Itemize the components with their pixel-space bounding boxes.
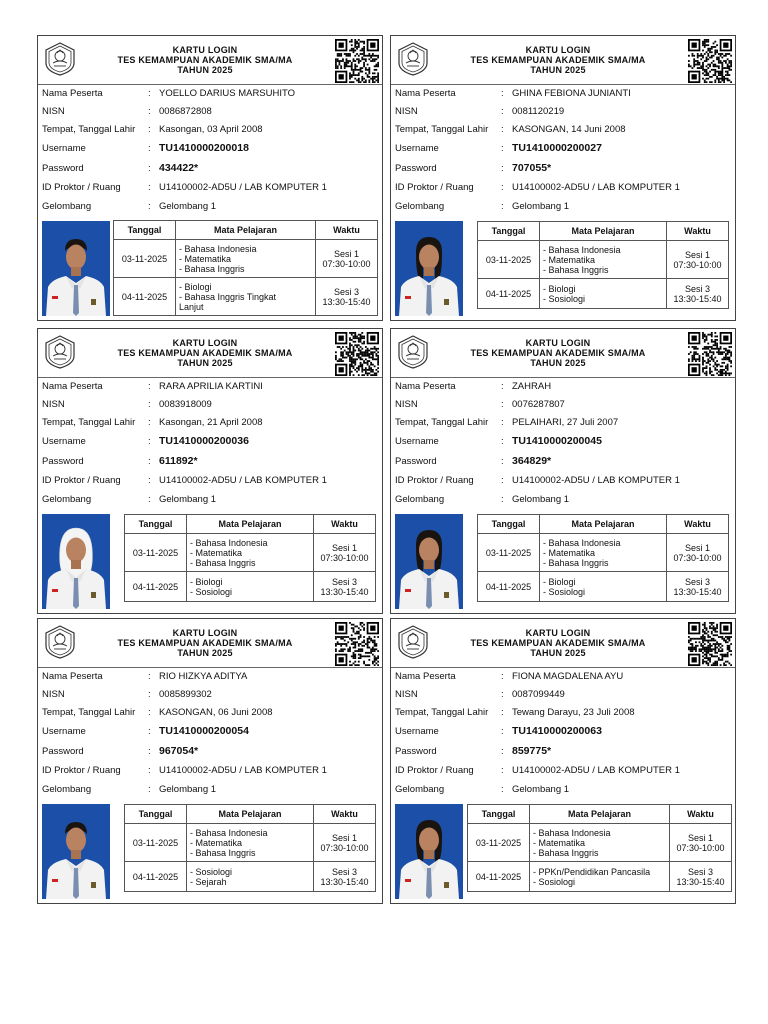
table-row <box>125 534 376 572</box>
participant-photo <box>42 221 110 316</box>
time-range: 07:30-10:00 <box>676 842 725 853</box>
birth-place-date-label: Tempat, Tanggal Lahir <box>42 417 136 428</box>
column-header-time: Waktu <box>670 805 732 824</box>
username-value: TU1410000200045 <box>512 435 602 447</box>
time-range: 13:30-15:40 <box>322 296 371 307</box>
username-label: Username <box>395 143 439 154</box>
time-range: 07:30-10:00 <box>322 258 371 269</box>
subject-list <box>187 534 314 572</box>
table-row <box>468 862 732 892</box>
password-value: 707055* <box>512 162 552 174</box>
wave-value: Gelombang 1 <box>159 494 217 505</box>
field-separator: : <box>501 399 504 410</box>
wave-label: Gelombang <box>42 784 92 795</box>
field-separator: : <box>148 399 151 410</box>
nisn-label: NISN <box>42 106 65 117</box>
table-row <box>125 862 376 892</box>
table-row <box>114 278 378 316</box>
subject-item: - Sosiologi <box>533 876 576 887</box>
login-card <box>37 618 383 904</box>
card-title: KARTU LOGIN TES KEMAMPUAN AKADEMIK SMA/MA TAHUN 2025 <box>470 338 646 368</box>
subject-list <box>530 824 670 862</box>
password-value: 434422* <box>159 162 199 174</box>
tut-wuri-logo-icon <box>42 334 78 370</box>
card-title: KARTU LOGIN TES KEMAMPUAN AKADEMIK SMA/MA TAHUN 2025 <box>470 45 646 75</box>
field-separator: : <box>148 201 151 212</box>
field-separator: : <box>501 106 504 117</box>
subject-item: - Sosiologi <box>190 866 233 877</box>
password-label: Password <box>395 163 437 174</box>
subject-item: - Bahasa Indonesia <box>190 537 268 548</box>
card-header <box>391 619 735 668</box>
subject-list <box>176 278 316 316</box>
participant-name-label: Nama Peserta <box>42 671 103 682</box>
exam-date: 04-11-2025 <box>478 572 540 602</box>
tut-wuri-logo-icon <box>395 41 431 77</box>
column-header-subject: Mata Pelajaran <box>540 515 667 534</box>
subject-item: - Bahasa Indonesia <box>543 537 621 548</box>
card-header <box>38 619 382 668</box>
table-row <box>478 241 729 279</box>
participant-name-label: Nama Peserta <box>395 381 456 392</box>
participant-name-label: Nama Peserta <box>42 381 103 392</box>
subject-item: - Bahasa Indonesia <box>179 243 257 254</box>
schedule-header-row <box>125 805 376 824</box>
time-range: 13:30-15:40 <box>676 876 725 887</box>
field-separator: : <box>148 106 151 117</box>
subject-item: - Bahasa Inggris <box>543 264 609 275</box>
nisn-value: 0083918009 <box>159 399 212 410</box>
column-header-time: Waktu <box>314 515 376 534</box>
wave-value: Gelombang 1 <box>512 494 570 505</box>
subject-item: - Sejarah <box>190 876 227 887</box>
subject-item: - Biologi <box>543 283 576 294</box>
wave-label: Gelombang <box>42 494 92 505</box>
nisn-value: 0086872808 <box>159 106 212 117</box>
birth-place-date-label: Tempat, Tanggal Lahir <box>42 124 136 135</box>
subject-item: - Sosiologi <box>190 586 233 597</box>
password-label: Password <box>42 163 84 174</box>
time-range: 13:30-15:40 <box>673 586 722 597</box>
subject-list <box>540 534 667 572</box>
password-label: Password <box>42 746 84 757</box>
birth-place-date-value: Tewang Darayu, 23 Juli 2008 <box>512 707 635 718</box>
card-header <box>38 329 382 378</box>
schedule-header-row <box>478 222 729 241</box>
time-range: 07:30-10:00 <box>673 259 722 270</box>
username-value: TU1410000200018 <box>159 142 249 154</box>
login-card <box>37 328 383 614</box>
nisn-value: 0076287807 <box>512 399 565 410</box>
nisn-label: NISN <box>42 689 65 700</box>
subject-item: - Bahasa Inggris <box>543 557 609 568</box>
subject-item: - Matematika <box>543 254 596 265</box>
participant-photo <box>42 804 110 899</box>
time-range: 13:30-15:40 <box>673 293 722 304</box>
session-label: Sesi 3 <box>687 866 713 877</box>
schedule-header-row <box>125 515 376 534</box>
subject-item: - Matematika <box>190 837 243 848</box>
participant-photo <box>395 221 463 316</box>
username-label: Username <box>42 726 86 737</box>
subject-item: Lanjut <box>179 301 204 312</box>
nisn-value: 0081120219 <box>512 106 565 117</box>
table-row <box>125 824 376 862</box>
field-separator: : <box>148 689 151 700</box>
field-separator: : <box>148 475 151 486</box>
session-time <box>667 572 729 602</box>
field-separator: : <box>501 417 504 428</box>
exam-date: 03-11-2025 <box>468 824 530 862</box>
field-separator: : <box>501 475 504 486</box>
field-separator: : <box>501 726 504 737</box>
login-card <box>390 35 736 321</box>
exam-date: 03-11-2025 <box>478 241 540 279</box>
field-separator: : <box>148 124 151 135</box>
subject-item: - Biologi <box>179 281 212 292</box>
field-separator: : <box>501 765 504 776</box>
proctor-room-value: U14100002-AD5U / LAB KOMPUTER 1 <box>512 475 680 486</box>
column-header-time: Waktu <box>316 221 378 240</box>
session-label: Sesi 1 <box>333 248 359 259</box>
column-header-time: Waktu <box>667 222 729 241</box>
schedule-table <box>467 804 732 892</box>
participant-photo <box>395 804 463 899</box>
session-label: Sesi 1 <box>687 832 713 843</box>
birth-place-date-label: Tempat, Tanggal Lahir <box>395 417 489 428</box>
proctor-room-value: U14100002-AD5U / LAB KOMPUTER 1 <box>159 182 327 193</box>
wave-label: Gelombang <box>42 201 92 212</box>
field-separator: : <box>148 182 151 193</box>
session-label: Sesi 3 <box>331 576 357 587</box>
session-time <box>670 862 732 892</box>
card-title: KARTU LOGIN TES KEMAMPUAN AKADEMIK SMA/MA TAHUN 2025 <box>117 45 293 75</box>
proctor-room-label: ID Proktor / Ruang <box>395 182 474 193</box>
subject-item: - Biologi <box>543 576 576 587</box>
password-value: 611892* <box>159 455 198 467</box>
subject-item: - Biologi <box>190 576 223 587</box>
subject-list <box>187 572 314 602</box>
qr-code-icon <box>335 39 379 83</box>
participant-photo <box>42 514 110 609</box>
subject-item: - PPKn/Pendidikan Pancasila <box>533 866 651 877</box>
birth-place-date-value: KASONGAN, 06 Juni 2008 <box>159 707 273 718</box>
password-label: Password <box>395 456 437 467</box>
field-separator: : <box>501 143 504 154</box>
birth-place-date-value: PELAIHARI, 27 Juli 2007 <box>512 417 619 428</box>
nisn-label: NISN <box>395 399 418 410</box>
birth-place-date-label: Tempat, Tanggal Lahir <box>42 707 136 718</box>
field-separator: : <box>501 784 504 795</box>
qr-code-icon <box>688 622 732 666</box>
exam-date: 04-11-2025 <box>478 279 540 309</box>
proctor-room-value: U14100002-AD5U / LAB KOMPUTER 1 <box>159 765 327 776</box>
field-separator: : <box>501 746 504 757</box>
schedule-header-row <box>478 515 729 534</box>
field-separator: : <box>148 456 151 467</box>
subject-item: - Bahasa Indonesia <box>533 827 611 838</box>
participant-name-label: Nama Peserta <box>42 88 103 99</box>
session-time <box>667 534 729 572</box>
username-value: TU1410000200054 <box>159 725 249 737</box>
column-header-date: Tanggal <box>478 222 540 241</box>
table-row <box>125 572 376 602</box>
field-separator: : <box>148 143 151 154</box>
wave-value: Gelombang 1 <box>512 201 570 212</box>
subject-item: - Matematika <box>179 253 232 264</box>
field-separator: : <box>501 436 504 447</box>
session-label: Sesi 1 <box>331 832 357 843</box>
session-time <box>314 572 376 602</box>
proctor-room-value: U14100002-AD5U / LAB KOMPUTER 1 <box>512 182 680 193</box>
session-time <box>314 862 376 892</box>
proctor-room-label: ID Proktor / Ruang <box>42 765 121 776</box>
subject-list <box>540 279 667 309</box>
card-title: KARTU LOGIN TES KEMAMPUAN AKADEMIK SMA/MA TAHUN 2025 <box>470 628 646 658</box>
time-range: 07:30-10:00 <box>320 552 369 563</box>
subject-item: - Bahasa Inggris <box>190 847 256 858</box>
exam-date: 04-11-2025 <box>125 862 187 892</box>
field-separator: : <box>501 689 504 700</box>
participant-name-value: FIONA MAGDALENA AYU <box>512 671 624 682</box>
field-separator: : <box>501 707 504 718</box>
login-card <box>390 328 736 614</box>
wave-label: Gelombang <box>395 784 445 795</box>
proctor-room-label: ID Proktor / Ruang <box>42 475 121 486</box>
exam-date: 03-11-2025 <box>125 824 187 862</box>
nisn-label: NISN <box>395 689 418 700</box>
column-header-date: Tanggal <box>125 805 187 824</box>
subject-list <box>540 241 667 279</box>
time-range: 07:30-10:00 <box>320 842 369 853</box>
card-header <box>391 36 735 85</box>
schedule-table <box>124 804 376 892</box>
field-separator: : <box>148 726 151 737</box>
subject-item: - Sosiologi <box>543 293 586 304</box>
schedule-header-row <box>114 221 378 240</box>
birth-place-date-label: Tempat, Tanggal Lahir <box>395 707 489 718</box>
field-separator: : <box>501 381 504 392</box>
wave-value: Gelombang 1 <box>159 784 217 795</box>
schedule-table <box>477 221 729 309</box>
field-separator: : <box>148 707 151 718</box>
session-label: Sesi 1 <box>684 542 710 553</box>
session-label: Sesi 3 <box>684 283 710 294</box>
field-separator: : <box>148 746 151 757</box>
username-value: TU1410000200063 <box>512 725 602 737</box>
tut-wuri-logo-icon <box>42 41 78 77</box>
participant-name-label: Nama Peserta <box>395 88 456 99</box>
table-row <box>478 279 729 309</box>
field-separator: : <box>148 163 151 174</box>
exam-date: 04-11-2025 <box>468 862 530 892</box>
session-time <box>667 241 729 279</box>
field-separator: : <box>148 381 151 392</box>
column-header-date: Tanggal <box>468 805 530 824</box>
subject-item: - Matematika <box>190 547 243 558</box>
nisn-label: NISN <box>42 399 65 410</box>
wave-label: Gelombang <box>395 201 445 212</box>
password-value: 967054* <box>159 745 199 757</box>
card-title: KARTU LOGIN TES KEMAMPUAN AKADEMIK SMA/MA TAHUN 2025 <box>117 338 293 368</box>
exam-date: 03-11-2025 <box>125 534 187 572</box>
field-separator: : <box>148 436 151 447</box>
subject-list <box>176 240 316 278</box>
nisn-label: NISN <box>395 106 418 117</box>
schedule-table <box>113 220 378 316</box>
birth-place-date-value: Kasongan, 03 April 2008 <box>159 124 263 135</box>
username-value: TU1410000200027 <box>512 142 602 154</box>
password-label: Password <box>42 456 84 467</box>
session-label: Sesi 1 <box>684 249 710 260</box>
subject-item: - Bahasa Indonesia <box>190 827 268 838</box>
subject-list <box>540 572 667 602</box>
tut-wuri-logo-icon <box>42 624 78 660</box>
column-header-subject: Mata Pelajaran <box>187 805 314 824</box>
field-separator: : <box>501 201 504 212</box>
subject-item: - Bahasa Indonesia <box>543 244 621 255</box>
birth-place-date-label: Tempat, Tanggal Lahir <box>395 124 489 135</box>
table-row <box>478 534 729 572</box>
participant-name-value: ZAHRAH <box>512 381 552 392</box>
field-separator: : <box>501 182 504 193</box>
subject-item: - Bahasa Inggris <box>190 557 256 568</box>
proctor-room-value: U14100002-AD5U / LAB KOMPUTER 1 <box>512 765 680 776</box>
session-time <box>316 278 378 316</box>
column-header-subject: Mata Pelajaran <box>540 222 667 241</box>
field-separator: : <box>501 88 504 99</box>
birth-place-date-value: KASONGAN, 14 Juni 2008 <box>512 124 626 135</box>
column-header-date: Tanggal <box>478 515 540 534</box>
nisn-value: 0087099449 <box>512 689 565 700</box>
column-header-time: Waktu <box>667 515 729 534</box>
wave-label: Gelombang <box>395 494 445 505</box>
exam-date: 04-11-2025 <box>114 278 176 316</box>
field-separator: : <box>148 784 151 795</box>
column-header-subject: Mata Pelajaran <box>187 515 314 534</box>
username-label: Username <box>42 143 86 154</box>
schedule-table <box>477 514 729 602</box>
session-time <box>670 824 732 862</box>
password-value: 364829* <box>512 455 552 467</box>
subject-item: - Sosiologi <box>543 586 586 597</box>
subject-item: - Bahasa Inggris <box>179 263 245 274</box>
field-separator: : <box>148 417 151 428</box>
field-separator: : <box>148 494 151 505</box>
column-header-subject: Mata Pelajaran <box>530 805 670 824</box>
qr-code-icon <box>688 332 732 376</box>
session-label: Sesi 3 <box>333 286 359 297</box>
subject-list <box>187 862 314 892</box>
qr-code-icon <box>688 39 732 83</box>
card-title: KARTU LOGIN TES KEMAMPUAN AKADEMIK SMA/MA TAHUN 2025 <box>117 628 293 658</box>
wave-value: Gelombang 1 <box>512 784 570 795</box>
field-separator: : <box>148 671 151 682</box>
username-label: Username <box>42 436 86 447</box>
time-range: 07:30-10:00 <box>673 552 722 563</box>
field-separator: : <box>501 671 504 682</box>
nisn-value: 0085899302 <box>159 689 212 700</box>
login-card <box>37 35 383 321</box>
proctor-room-value: U14100002-AD5U / LAB KOMPUTER 1 <box>159 475 327 486</box>
subject-item: - Bahasa Inggris <box>533 847 599 858</box>
field-separator: : <box>501 456 504 467</box>
exam-date: 04-11-2025 <box>125 572 187 602</box>
subject-list <box>187 824 314 862</box>
username-label: Username <box>395 436 439 447</box>
subject-list <box>530 862 670 892</box>
proctor-room-label: ID Proktor / Ruang <box>395 475 474 486</box>
column-header-time: Waktu <box>314 805 376 824</box>
card-header <box>38 36 382 85</box>
exam-date: 03-11-2025 <box>114 240 176 278</box>
proctor-room-label: ID Proktor / Ruang <box>395 765 474 776</box>
wave-value: Gelombang 1 <box>159 201 217 212</box>
qr-code-icon <box>335 332 379 376</box>
tut-wuri-logo-icon <box>395 624 431 660</box>
birth-place-date-value: Kasongan, 21 April 2008 <box>159 417 263 428</box>
table-row <box>468 824 732 862</box>
participant-name-value: RIO HIZKYA ADITYA <box>159 671 248 682</box>
schedule-table <box>124 514 376 602</box>
session-time <box>667 279 729 309</box>
subject-item: - Bahasa Inggris Tingkat <box>179 291 277 302</box>
qr-code-icon <box>335 622 379 666</box>
field-separator: : <box>148 765 151 776</box>
password-label: Password <box>395 746 437 757</box>
session-label: Sesi 3 <box>331 866 357 877</box>
field-separator: : <box>148 88 151 99</box>
exam-date: 03-11-2025 <box>478 534 540 572</box>
subject-item: - Matematika <box>533 837 586 848</box>
username-value: TU1410000200036 <box>159 435 249 447</box>
participant-name-label: Nama Peserta <box>395 671 456 682</box>
time-range: 13:30-15:40 <box>320 876 369 887</box>
participant-name-value: YOELLO DARIUS MARSUHITO <box>159 88 296 99</box>
column-header-date: Tanggal <box>125 515 187 534</box>
participant-name-value: GHINA FEBIONA JUNIANTI <box>512 88 631 99</box>
table-row <box>114 240 378 278</box>
session-label: Sesi 1 <box>331 542 357 553</box>
session-label: Sesi 3 <box>684 576 710 587</box>
session-time <box>316 240 378 278</box>
card-header <box>391 329 735 378</box>
field-separator: : <box>501 124 504 135</box>
time-range: 13:30-15:40 <box>320 586 369 597</box>
schedule-header-row <box>468 805 732 824</box>
password-value: 859775* <box>512 745 552 757</box>
session-time <box>314 534 376 572</box>
column-header-date: Tanggal <box>114 221 176 240</box>
subject-item: - Matematika <box>543 547 596 558</box>
tut-wuri-logo-icon <box>395 334 431 370</box>
field-separator: : <box>501 494 504 505</box>
column-header-subject: Mata Pelajaran <box>176 221 316 240</box>
table-row <box>478 572 729 602</box>
proctor-room-label: ID Proktor / Ruang <box>42 182 121 193</box>
field-separator: : <box>501 163 504 174</box>
login-card <box>390 618 736 904</box>
username-label: Username <box>395 726 439 737</box>
session-time <box>314 824 376 862</box>
participant-photo <box>395 514 463 609</box>
participant-name-value: RARA APRILIA KARTINI <box>159 381 263 392</box>
